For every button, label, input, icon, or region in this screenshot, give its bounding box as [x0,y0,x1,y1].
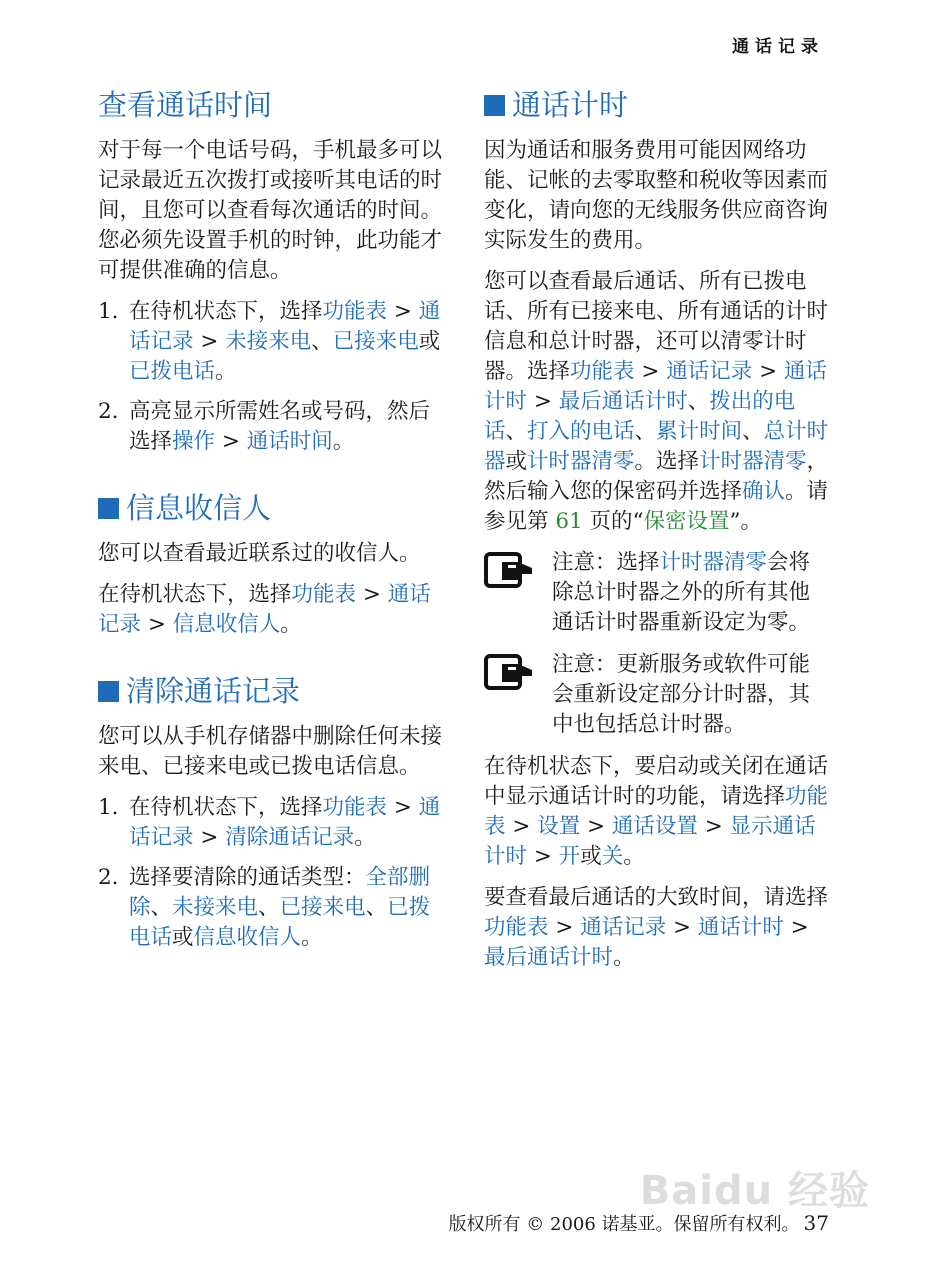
square-bullet-icon [98,681,119,702]
menu-link[interactable]: 未接来电 [225,329,312,354]
separator: > [387,795,419,820]
separator: > [505,814,538,839]
menu-link[interactable]: 关 [601,844,624,869]
separator: 。 [623,844,645,869]
separator: 。 [280,612,302,637]
separator: 、 [311,329,333,354]
note-hand-icon [484,650,552,740]
step-text: 在待机状态下，选择 [129,795,323,820]
menu-link[interactable]: 全部删除 [129,865,431,920]
section-heading: 查看通话时间 [98,88,273,122]
separator: 。 [354,825,376,850]
separator: 、 [505,419,528,444]
menu-link[interactable]: 信息收信人 [193,925,302,950]
menu-link[interactable]: 通话记录 [129,299,441,354]
separator: > [215,429,247,454]
menu-link[interactable]: 已拨电话 [129,359,216,384]
separator: > [548,915,581,940]
separator: > [527,844,559,869]
left-column [98,84,443,983]
cross-reference-link[interactable]: 保密设置 [643,509,730,534]
menu-link[interactable]: 已接来电 [279,895,366,920]
separator: > [666,915,698,940]
separator: > [634,359,667,384]
section-heading-wrap [98,670,443,712]
step-text: 选择要清除的通话类型： [129,865,366,890]
section-heading: 清除通话记录 [126,674,301,708]
square-bullet-icon [484,95,505,116]
separator: 、 [258,895,280,920]
separator: 或 [505,449,528,474]
menu-link[interactable]: 通话记录 [98,582,431,637]
steps-list [98,297,443,457]
menu-link[interactable]: 最后通话计时 [484,945,614,970]
step-item [98,297,443,387]
text: 要查看最后通话的大致时间，请选择 [484,885,829,910]
square-bullet-icon [98,498,119,519]
menu-link[interactable]: 已接来电 [332,329,419,354]
menu-link[interactable]: 通话记录 [580,915,667,940]
note-block [484,548,829,638]
step-text: 在待机状态下，选择 [129,299,323,324]
copyright-text: 版权所有 © 2006 诺基亚。保留所有权利。 [448,1214,800,1235]
page-reference-link[interactable]: 61 [555,509,583,534]
menu-link[interactable]: 清除通话记录 [225,825,355,850]
paragraph: 对于每一个电话号码，手机最多可以记录最近五次拨打或接听其电话的时间，且您可以查看每次通话的时间。您必须先设置手机的时钟，此功能才可提供准确的信息。 [98,138,443,283]
paragraph [484,752,829,872]
section-heading: 通话计时 [512,88,629,122]
menu-link[interactable]: 已拨电话 [129,895,431,950]
separator: > [527,389,559,414]
note-text: 选择 [616,550,660,575]
menu-link[interactable]: 累计时间 [656,419,743,444]
text: 在待机状态下，要启动或关闭在通话中显示通话计时的功能，请选择 [484,754,829,809]
note-text: 会将除总计时器之外的所有其他通话计时器重新设定为零。 [552,550,811,635]
menu-link[interactable]: 功能表 [570,359,635,384]
text: 在待机状态下，选择 [98,582,292,607]
section-clear-call-log [98,670,443,953]
steps-list [98,793,443,953]
menu-link[interactable]: 计时器清零 [659,550,768,575]
menu-link[interactable]: 设置 [537,814,581,839]
menu-link[interactable]: 通话计时 [484,359,827,414]
separator: 或 [172,925,194,950]
separator: 。 [613,945,635,970]
separator: > [387,299,419,324]
separator: 、 [687,389,710,414]
menu-link[interactable]: 未接来电 [172,895,259,920]
menu-link[interactable]: 最后通话计时 [558,389,688,414]
menu-link[interactable]: 总计时器 [484,419,829,474]
menu-link[interactable]: 通话计时 [697,915,784,940]
separator: 、 [634,419,657,444]
section-heading-wrap [98,487,443,529]
menu-link[interactable]: 操作 [172,429,216,454]
section-heading-wrap [484,84,829,126]
separator: 、 [742,419,764,444]
step-number: 1. [98,299,119,324]
paragraph [98,580,443,640]
step-number: 2. [98,399,119,424]
step-text: 高亮显示所需姓名或号码，然后选择 [129,399,431,454]
separator: > [356,582,388,607]
separator: > [193,329,226,354]
note-block [484,650,829,740]
paragraph: 您可以查看最近联系过的收信人。 [98,541,421,566]
separator: > [752,359,784,384]
step-number: 2. [98,865,119,890]
text: 您可以查看最后通话、所有已拨电话、所有已接来电、所有通话的计时信息和总计时器，还可以清零计时器。选择 [484,269,829,384]
menu-link[interactable]: 信息收信人 [172,612,281,637]
menu-link[interactable]: 计时器清零 [527,449,635,474]
separator: > [580,814,612,839]
paragraph: 因为通话和服务费用可能因网络功能、记帐的去零取整和税收等因素而变化，请向您的无线服务供应商咨询实际发生的费用。 [484,138,829,253]
page-number: 37 [803,1211,829,1235]
section-message-recipients [98,487,443,640]
right-column [484,84,829,984]
note-hand-icon [484,548,552,638]
separator: > [193,825,226,850]
text: 页的“ [582,509,644,534]
separator: > [697,814,730,839]
separator: 或 [580,844,602,869]
note-label: 注意： [552,550,617,575]
separator: > [141,612,173,637]
menu-link[interactable]: 功能表 [291,582,357,607]
step-item [98,863,443,953]
text: ”。 [729,509,763,534]
menu-link[interactable]: 通话记录 [129,795,441,850]
paragraph [484,883,829,973]
menu-link[interactable]: 开 [558,844,581,869]
separator: 。 [332,429,355,454]
baidu-watermark: Baidu 经验 [639,1168,870,1214]
section-view-call-time [98,84,443,457]
section-heading: 信息收信人 [126,491,272,525]
text: 。选择 [634,449,700,474]
menu-link[interactable]: 功能表 [484,915,549,940]
separator: 或 [418,329,441,354]
separator: 、 [365,895,388,920]
step-item [98,397,443,457]
menu-link[interactable]: 功能表 [322,795,388,820]
menu-link[interactable]: 拨出的电话 [484,389,796,444]
menu-link[interactable]: 计时器清零 [699,449,807,474]
menu-link[interactable]: 显示通话计时 [484,814,816,869]
separator: 。 [215,359,237,384]
separator: > [783,915,809,940]
separator: 、 [150,895,173,920]
text: 。请参见第 [484,479,829,534]
running-header: 通话记录 [732,37,824,57]
menu-link[interactable]: 通话记录 [666,359,753,384]
step-number: 1. [98,795,119,820]
separator: 。 [301,925,323,950]
menu-link[interactable]: 打入的电话 [527,419,635,444]
text: ，然后输入您的保密码并选择 [484,449,829,504]
menu-link[interactable]: 通话设置 [611,814,698,839]
page-footer [449,1210,829,1236]
menu-link[interactable]: 功能表 [322,299,388,324]
menu-link[interactable]: 功能表 [484,784,829,839]
paragraph: 您可以从手机存储器中删除任何未接来电、已接来电或已拨电话信息。 [98,724,443,779]
menu-link[interactable]: 通话时间 [246,429,333,454]
step-item [98,793,443,853]
note-label: 注意： [552,652,617,677]
paragraph [484,267,829,537]
note-text: 更新服务或软件可能会重新设定部分计时器，其中也包括总计时器。 [552,652,811,737]
menu-link[interactable]: 确认 [742,479,786,504]
